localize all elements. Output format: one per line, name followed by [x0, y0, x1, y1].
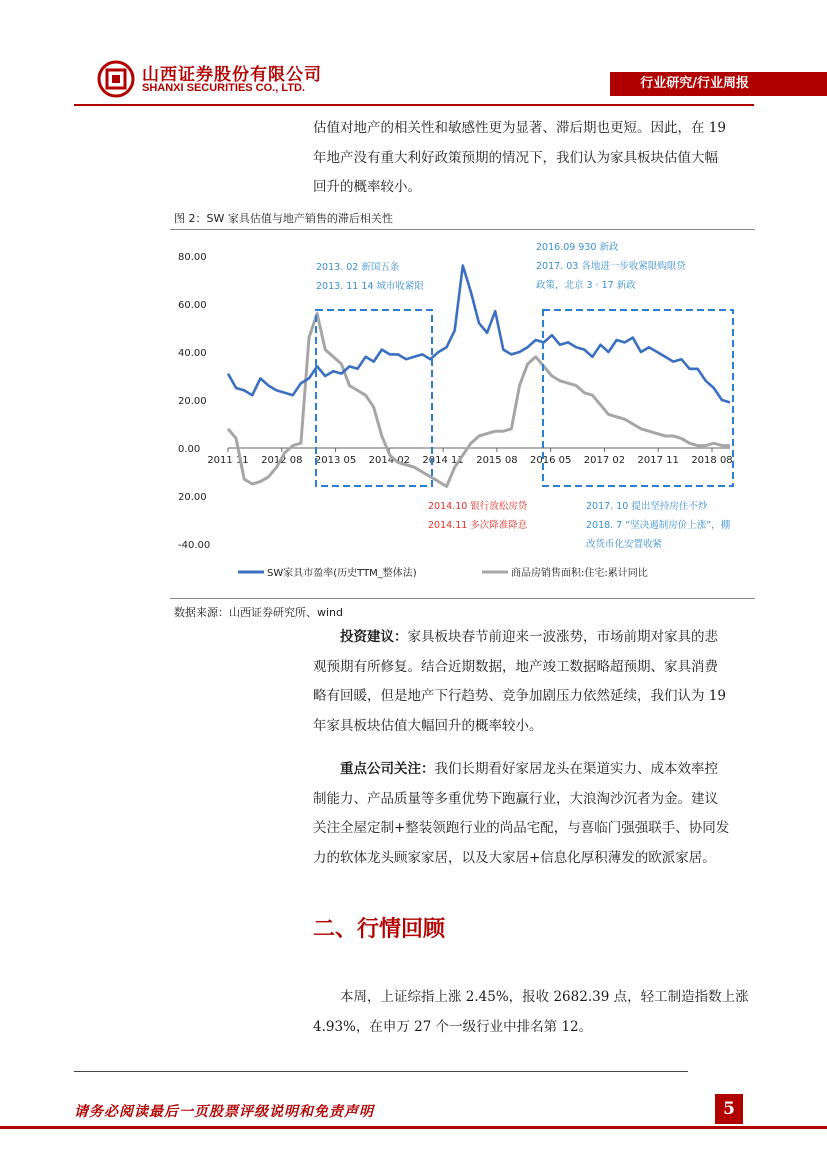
text-line: 年家具板块估值大幅回升的概率较小。	[313, 717, 543, 734]
chart-annotation: 2016.09 930 新政	[536, 242, 619, 253]
text-line: 观预期有所修复。结合近期数据，地产竣工数据略超预期、家具消费	[313, 658, 718, 675]
text-line: 投资建议：家具板块春节前迎来一波涨势，市场前期对家具的悲	[340, 629, 718, 645]
footer-disclaimer: 请务必阅读最后一页股票评级说明和免责声明	[74, 1104, 374, 1120]
lag-correlation-chart	[170, 232, 755, 596]
chart-annotation: 2013. 11 14 城市收紧限	[316, 281, 424, 292]
page-number: 5	[715, 1094, 743, 1124]
chart-annotation: 2017. 03 各地进一步收紧限购限贷	[536, 261, 686, 272]
chart-annotation: 2014.11 多次降准降息	[428, 520, 528, 531]
market-review-paragraph	[313, 983, 757, 1042]
text-line: 年地产没有重大利好政策预期的情况下，我们认为家具板块估值大幅	[313, 149, 718, 166]
investment-advice-label: 投资建议：	[340, 629, 408, 645]
y-tick-label: 20.00	[178, 492, 207, 503]
x-tick-label: 2012 08	[261, 455, 303, 466]
x-tick-label: 2013 05	[314, 455, 357, 466]
y-tick-label: 20.00	[178, 396, 207, 407]
y-tick-label: 80.00	[178, 252, 207, 263]
x-tick-label: 2011 11	[207, 455, 249, 466]
chart-annotation: 政策，北京 3 · 17 新政	[536, 280, 636, 291]
footer-divider	[74, 1071, 688, 1072]
text-line: 估值对地产的相关性和敏感性更为显著、滞后期也更短。因此，在 19	[313, 120, 726, 136]
section-title: 二、行情回顾	[313, 917, 446, 942]
figure-top-rule	[170, 229, 755, 230]
legend-label-pe: SW家具市盈率(历史TTM_整体法)	[267, 568, 417, 579]
y-tick-label: 0.00	[178, 444, 201, 455]
figure-source: 数据来源：山西证券研究所、wind	[174, 606, 344, 619]
header-divider	[74, 104, 754, 106]
x-tick-label: 2015 08	[476, 455, 518, 466]
investment-advice-paragraph	[313, 623, 757, 741]
text-line: 关注全屋定制+整装领跑行业的尚品宅配，与喜临门强强联手、协同发	[313, 820, 730, 836]
company-name-cn: 山西证券股份有限公司	[142, 65, 322, 85]
text-line: 略有回暖，但是地产下行趋势、竞争加剧压力依然延续，我们认为 19	[313, 688, 726, 704]
x-tick-label: 2014 02	[368, 455, 411, 466]
company-logo-icon	[97, 60, 135, 98]
figure-caption: 图 2：SW 家具估值与地产销售的滞后相关性	[174, 212, 393, 225]
chart-annotation: 2014.10 银行放松房贷	[428, 501, 528, 512]
text-line: 力的软体龙头顾家家居，以及大家居+信息化厚积薄发的欧派家居。	[313, 849, 716, 866]
text-line: 本周，上证综指上涨 2.45%，报收 2682.39 点，轻工制造指数上涨	[340, 989, 749, 1005]
x-tick-label: 2014 11	[422, 455, 464, 466]
chart-annotation: 2017. 10 提出坚持房住不炒	[586, 501, 708, 512]
x-tick-label: 2018 08	[691, 455, 733, 466]
text-line: 制能力、产品质量等多重优势下跑赢行业，大浪淘沙沉者为金。建议	[313, 790, 718, 807]
text-line: 重点公司关注：我们长期看好家居龙头在渠道实力、成本效率控	[340, 761, 718, 777]
series-line-pe	[228, 266, 730, 403]
intro-paragraph	[313, 114, 757, 203]
x-tick-label: 2017 02	[583, 455, 626, 466]
legend-label-sales: 商品房销售面积:住宅:累计同比	[511, 568, 648, 579]
key-company-paragraph	[313, 755, 757, 873]
y-tick-label: -40.00	[178, 540, 211, 551]
chart-annotation: 2013. 02 新国五条	[316, 262, 400, 273]
company-name-en: SHANXI SECURITIES CO., LTD.	[142, 82, 305, 94]
text-line: 回升的概率较小。	[313, 179, 421, 195]
figure-bottom-rule	[170, 598, 755, 599]
report-type-tag: 行业研究/行业周报	[610, 72, 827, 96]
footer-bar	[0, 1126, 827, 1129]
chart-annotation: 2018. 7 “坚决遏制房价上涨”，棚	[586, 520, 731, 531]
key-company-label: 重点公司关注：	[340, 761, 435, 777]
x-tick-label: 2017 11	[637, 455, 679, 466]
chart-annotation: 改货币化安置收紧	[586, 539, 663, 550]
x-tick-label: 2016 05	[529, 455, 572, 466]
y-tick-label: 40.00	[178, 348, 207, 359]
y-tick-label: 60.00	[178, 300, 207, 311]
text-line: 4.93%，在申万 27 个一级行业中排名第 12。	[313, 1018, 593, 1035]
